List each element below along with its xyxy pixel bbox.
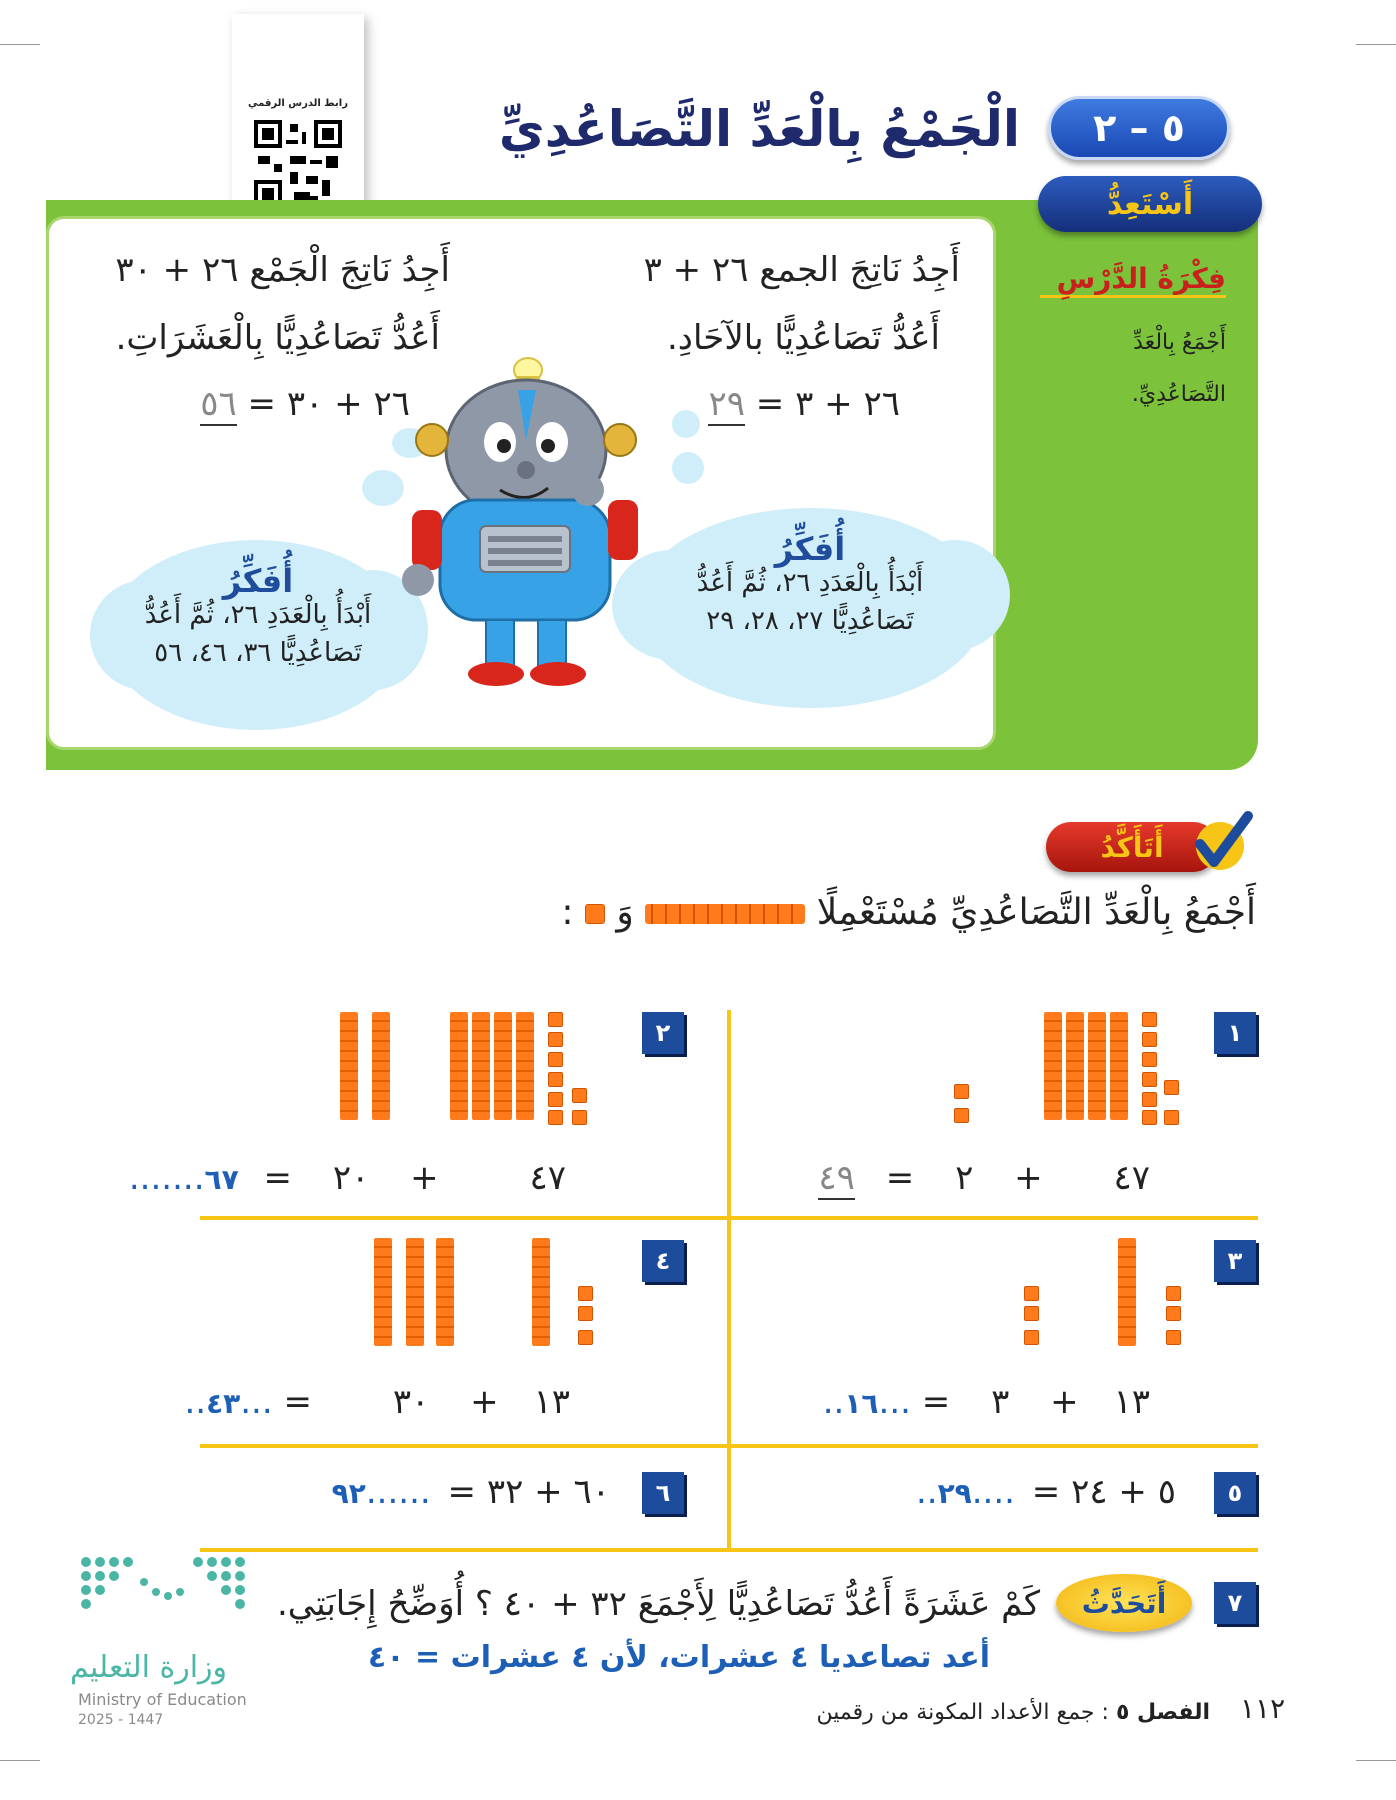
example-left-eq	[170, 384, 410, 426]
exercise-5-answer[interactable]: ٢٩	[937, 1477, 972, 1510]
exercise-2-dots: .......	[128, 1158, 205, 1198]
idea-title: فِكْرَةُ الدَّرْسِ	[1040, 262, 1226, 298]
qr-card[interactable]	[232, 14, 364, 230]
exercise-5-dots: ....	[971, 1472, 1015, 1512]
exercise-2-a: ٤٧	[529, 1158, 566, 1198]
exercise-3-answer[interactable]: ١٦	[844, 1387, 879, 1420]
cloud-right-line1: أَبْدَأُ بِالْعَدَدِ ٢٦، ثُمَّ أَعُدُّ	[696, 568, 924, 598]
example-right-equation: ٢٦ + ٣ =	[755, 384, 900, 424]
grid-divider-vertical	[727, 1010, 731, 1550]
unit-cube	[1166, 1286, 1181, 1301]
tens-rod	[436, 1238, 454, 1346]
exercise-1-eq: =	[885, 1158, 915, 1198]
unit-cube	[1166, 1330, 1181, 1345]
unit-cube	[1142, 1072, 1157, 1087]
qr-code-icon	[250, 116, 346, 212]
unit-cube	[1164, 1110, 1179, 1125]
exercise-4-a: ١٣	[533, 1382, 570, 1422]
crop-mark	[0, 1760, 40, 1761]
unit-cube	[572, 1088, 587, 1103]
exercise-4-answer[interactable]: ٤٣	[206, 1387, 241, 1420]
exercise-4-b: ٣٠	[392, 1382, 430, 1422]
chapter-title: جمع الأعداد المكونة من رقمين	[816, 1700, 1095, 1725]
tens-rod	[1110, 1012, 1128, 1120]
lesson-number: ٥ – ٢	[1093, 106, 1185, 150]
exercise-3-dots: ..	[822, 1382, 845, 1422]
exercise-5-dots: ..	[915, 1472, 938, 1512]
exercise-2-equation	[128, 1158, 566, 1198]
example-left-line1: أَجِدُ نَاتِجَ الْجَمْع ٢٦ + ٣٠	[115, 250, 450, 290]
tens-rod	[374, 1238, 392, 1346]
robot-mascot-icon	[388, 350, 648, 690]
unit-cube	[1166, 1306, 1181, 1321]
tens-rod-icon	[645, 904, 805, 924]
example-right-eq	[700, 384, 900, 426]
exercise-5-text: ٥ + ٢٤ =	[1031, 1472, 1176, 1512]
unit-cube	[1142, 1092, 1157, 1107]
grid-divider	[200, 1444, 1258, 1448]
cloud-left-line2: تَصَاعُدِيًّا ٣٦، ٤٦، ٥٦	[154, 638, 362, 668]
unit-cube	[1024, 1286, 1039, 1301]
unit-cube	[578, 1286, 593, 1301]
qr-caption: رابط الدرس الرقمي	[248, 98, 348, 109]
exercise-4-dots: ..	[184, 1382, 207, 1422]
exercise-1-equation	[820, 1158, 1150, 1200]
exercise-4-equation	[184, 1382, 570, 1422]
check-label-text: أَتَأَكَّدُ	[1100, 830, 1164, 864]
cloud-right-line2: تَصَاعُدِيًّا ٢٧، ٢٨، ٢٩	[706, 606, 914, 636]
example-left-answer: ٥٦	[200, 384, 237, 424]
lesson-number-badge	[1048, 96, 1230, 160]
tens-rod	[1118, 1238, 1136, 1346]
unit-cube	[954, 1084, 969, 1099]
unit-cube	[578, 1330, 593, 1345]
exercise-2-b: ٢٠	[332, 1158, 370, 1198]
ministry-logo-icon	[78, 1552, 248, 1642]
unit-cube	[1142, 1052, 1157, 1067]
tens-rod	[516, 1012, 534, 1120]
tens-rod	[532, 1238, 550, 1346]
tens-rod	[372, 1012, 390, 1120]
lesson-title: الْجَمْعُ بِالْعَدِّ التَّصَاعُدِيِّ	[498, 100, 1020, 158]
exercise-6-number: ٦	[642, 1472, 684, 1514]
exercise-3-eq: =	[921, 1382, 951, 1422]
unit-cube	[548, 1072, 563, 1087]
unit-cube	[572, 1110, 587, 1125]
example-right-line2: أَعُدُّ تَصَاعُدِيًّا بالآحَادِ.	[667, 318, 940, 358]
ministry-name-ar: وزارة التعليم	[70, 1650, 228, 1685]
talk-answer[interactable]: أعد تصاعديا ٤ عشرات، لأن ٤ عشرات = ٤٠	[367, 1640, 990, 1675]
idea-line2: التَّصَاعُدِيِّ.	[1131, 382, 1226, 407]
chapter-separator: :	[1101, 1700, 1109, 1725]
instruction-and: وَ	[616, 892, 634, 933]
example-right-answer: ٢٩	[708, 384, 745, 424]
exercise-6-dots: ......	[365, 1472, 431, 1512]
exercise-1-number: ١	[1214, 1012, 1256, 1054]
unit-cube	[548, 1110, 563, 1125]
unit-cube	[1164, 1080, 1179, 1095]
exercise-6-answer[interactable]: ٩٢	[331, 1477, 366, 1510]
exercise-3-b: ٣	[991, 1382, 1010, 1422]
idea-line1: أَجْمَعُ بِالْعَدِّ	[1133, 330, 1226, 355]
grid-divider	[200, 1216, 1258, 1220]
unit-cube	[1142, 1032, 1157, 1047]
unit-cube	[548, 1012, 563, 1027]
chapter-label: الفصل ٥	[1115, 1700, 1210, 1725]
instruction-line	[561, 892, 1256, 933]
unit-cube-icon	[585, 904, 605, 924]
tens-rod	[406, 1238, 424, 1346]
exercise-2-answer[interactable]: ٦٧	[204, 1163, 239, 1196]
exercise-4-dots: ...	[240, 1382, 273, 1422]
crop-mark	[1356, 1760, 1396, 1761]
example-left-line2: أَعُدُّ تَصَاعُدِيًّا بِالْعَشَرَاتِ.	[115, 318, 440, 358]
page-number: ١١٢	[1240, 1692, 1286, 1725]
instruction-text: أَجْمَعُ بِالْعَدِّ التَّصَاعُدِيِّ مُسْتَعْمِلًا	[816, 892, 1256, 933]
chapter-footer	[760, 1700, 1210, 1725]
crop-mark	[0, 44, 40, 45]
unit-cube	[954, 1108, 969, 1123]
exercise-3-number: ٣	[1214, 1240, 1256, 1282]
tens-rod	[1088, 1012, 1106, 1120]
tens-rod	[450, 1012, 468, 1120]
exercise-3-op: +	[1050, 1382, 1079, 1422]
exercise-6-equation	[331, 1472, 610, 1512]
tens-rod	[472, 1012, 490, 1120]
exercise-4-number: ٤	[642, 1240, 684, 1282]
grid-divider	[200, 1548, 1258, 1552]
exercise-5-equation	[915, 1472, 1176, 1512]
exercise-1-answer[interactable]: ٤٩	[818, 1158, 855, 1198]
prepare-label-text: أَسْتَعِدُّ	[1106, 186, 1194, 222]
tens-rod	[1066, 1012, 1084, 1120]
exercise-1-op: +	[1014, 1158, 1043, 1198]
exercise-3-a: ١٣	[1113, 1382, 1150, 1422]
cloud-left-text	[118, 562, 398, 668]
unit-cube	[578, 1306, 593, 1321]
example-right-line1: أَجِدُ نَاتِجَ الجمع ٢٦ + ٣	[643, 250, 960, 290]
tens-rod	[1044, 1012, 1062, 1120]
example-left-equation: ٢٦ + ٣٠ =	[247, 384, 410, 424]
exercise-7-number: ٧	[1214, 1582, 1256, 1624]
crop-mark	[1356, 44, 1396, 45]
unit-cube	[548, 1092, 563, 1107]
talk-label	[1056, 1574, 1192, 1632]
prepare-label	[1038, 176, 1262, 232]
ministry-year: 2025 - 1447	[78, 1712, 164, 1728]
talk-label-text: أَتَحَدَّثُ	[1081, 1586, 1167, 1620]
exercise-2-number: ٢	[642, 1012, 684, 1054]
cloud-right-text	[660, 530, 960, 636]
exercise-1-a: ٤٧	[1113, 1158, 1150, 1198]
thought-bubble	[672, 410, 700, 438]
unit-cube	[1142, 1110, 1157, 1125]
talk-question: كَمْ عَشَرَةً أَعُدُّ تَصَاعُدِيًّا لِأَجْمَعَ ٣٢ + ٤٠ ؟ أُوَضِّحُ إِجَابَتِي.	[276, 1584, 1040, 1624]
exercise-3-dots: ...	[878, 1382, 911, 1422]
exercise-4-eq: =	[283, 1382, 312, 1422]
checkmark-icon	[1186, 808, 1256, 878]
cloud-left-title: أُفَكِّرُ	[222, 562, 294, 600]
thought-bubble	[672, 452, 704, 484]
exercise-2-eq: =	[263, 1158, 292, 1198]
exercise-5-number: ٥	[1214, 1472, 1256, 1514]
cloud-left-line1: أَبْدَأُ بِالْعَدَدِ ٢٦، ثُمَّ أَعُدُّ	[144, 600, 372, 630]
tens-rod	[494, 1012, 512, 1120]
exercise-3-equation	[822, 1382, 1150, 1422]
unit-cube	[1142, 1012, 1157, 1027]
unit-cube	[548, 1032, 563, 1047]
tens-rod	[340, 1012, 358, 1120]
exercise-4-op: +	[470, 1382, 499, 1422]
instruction-colon: :	[561, 892, 574, 933]
ministry-name-en: Ministry of Education	[78, 1690, 247, 1709]
cloud-right-title: أُفَكِّرُ	[774, 530, 846, 568]
unit-cube	[548, 1052, 563, 1067]
exercise-6-text: ٦٠ + ٣٢ =	[447, 1472, 610, 1512]
exercise-1-b: ٢	[955, 1158, 974, 1198]
exercise-2-op: +	[410, 1158, 439, 1198]
unit-cube	[1024, 1306, 1039, 1321]
unit-cube	[1024, 1330, 1039, 1345]
